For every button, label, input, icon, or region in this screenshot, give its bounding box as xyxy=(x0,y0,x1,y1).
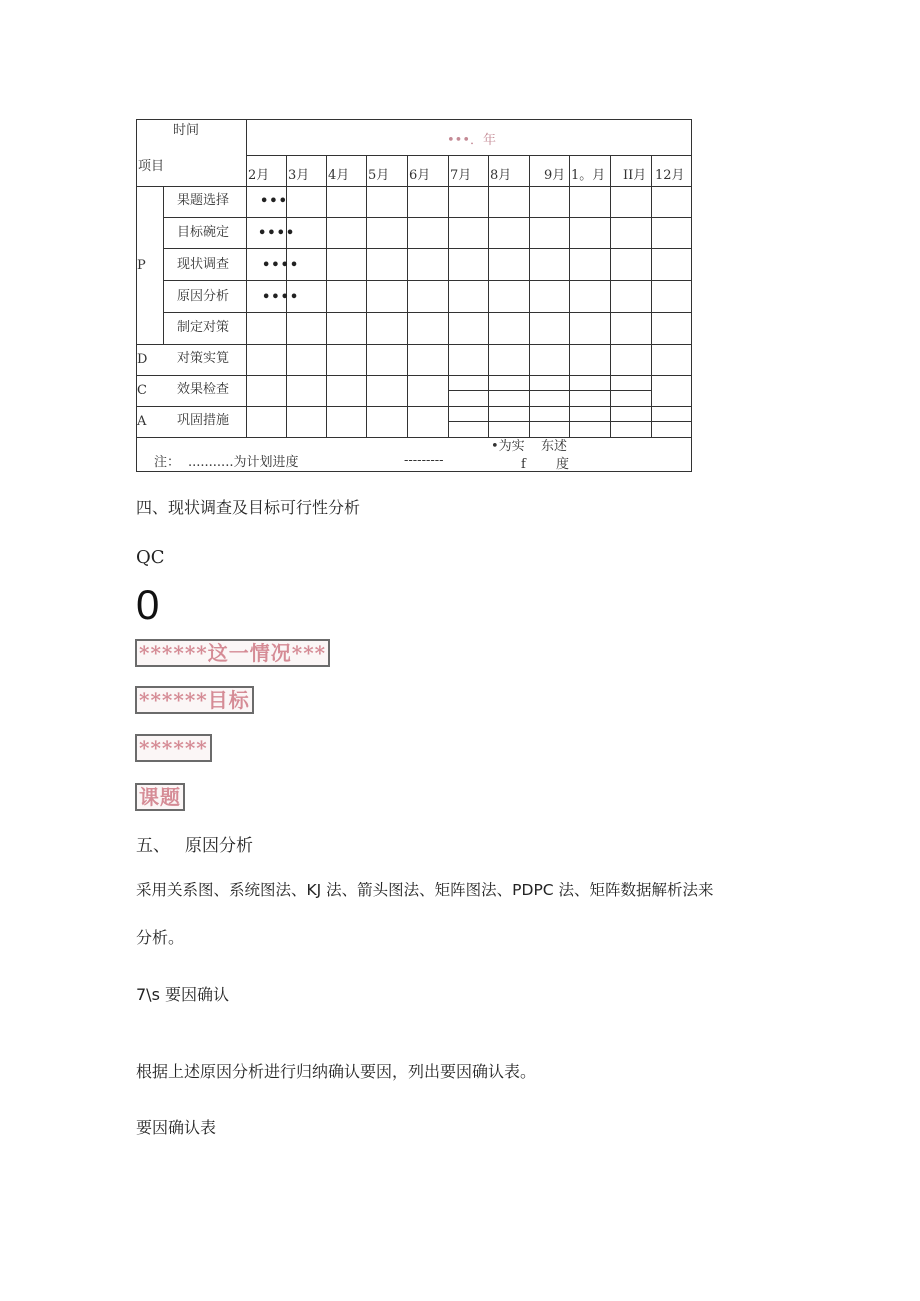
col-line xyxy=(366,155,367,437)
stamp-target: ******目标 xyxy=(135,686,254,714)
phase-code-d: D xyxy=(137,352,148,367)
month-label: 9月 xyxy=(544,168,566,183)
phase-code-c: C xyxy=(137,383,147,398)
month-label: 5月 xyxy=(368,168,390,183)
col-line xyxy=(326,155,327,437)
header-item: 项目 xyxy=(138,159,165,174)
year-label: •••．年 xyxy=(447,133,497,148)
row-line xyxy=(163,248,692,249)
item-label: 对策实筧 xyxy=(177,351,230,366)
row-line xyxy=(136,375,692,376)
header-bottom-line xyxy=(136,186,692,187)
phase-code-a: A xyxy=(137,414,147,429)
item-label: 效果检查 xyxy=(177,382,230,397)
row-line xyxy=(136,344,692,345)
header-divider xyxy=(246,119,247,437)
section5-heading-num: 五、 xyxy=(136,836,170,856)
item-label: 现状调查 xyxy=(177,257,230,272)
row-line xyxy=(136,406,692,407)
month-label: 12月 xyxy=(655,168,685,183)
section5-paragraph-line2: 分析。 xyxy=(136,928,185,947)
row-line xyxy=(163,217,692,218)
month-label: 1。月 xyxy=(571,168,606,183)
sub-row-line xyxy=(448,421,692,422)
section5-paragraph-line1: 采用关系图、系统图法、KJ 法、箭头图法、矩阵图法、PDPC 法、矩阵数据解析法来 xyxy=(136,881,714,899)
month-label: 7月 xyxy=(450,168,472,183)
table-title: 要因确认表 xyxy=(136,1118,217,1137)
sub-row-line xyxy=(448,390,651,391)
header-time: 时间 xyxy=(173,123,200,138)
col-line xyxy=(610,155,611,437)
year-row-line xyxy=(246,155,691,156)
phase-divider xyxy=(163,186,164,344)
item-label: 原因分析 xyxy=(177,289,230,304)
section4-heading: 四、现状调查及目标可行性分析 xyxy=(136,498,361,517)
section5-heading-text: 原因分析 xyxy=(185,836,253,856)
note-actual-1: •为实 xyxy=(491,439,525,454)
month-label: 8月 xyxy=(490,168,512,183)
plan-mark: •••• xyxy=(262,258,300,273)
row-line xyxy=(163,280,692,281)
note-actual-3: f xyxy=(521,457,526,472)
plan-mark: •••• xyxy=(258,226,296,241)
item-label: 目标碗定 xyxy=(177,225,230,240)
table-border-top xyxy=(136,119,692,120)
table-border-bottom xyxy=(136,471,692,472)
note-actual-2: 东述 xyxy=(541,439,568,454)
month-label: 2月 xyxy=(248,168,270,183)
qc-label: QC xyxy=(136,547,165,568)
plan-mark: •••• xyxy=(262,290,300,305)
phase-code-p: P xyxy=(137,258,146,273)
table-border-right xyxy=(691,119,692,472)
schedule-table xyxy=(136,119,692,472)
note-plan: ...........为计划进度 xyxy=(188,455,299,470)
note-label: 注： xyxy=(154,455,181,470)
section6-paragraph: 根据上述原因分析进行归纳确认要因，列出要因确认表。 xyxy=(136,1062,537,1081)
note-dashes: --------- xyxy=(404,453,444,468)
col-line xyxy=(448,155,449,437)
item-label: 制定对策 xyxy=(177,320,230,335)
stamp-situation: ******这一情况*** xyxy=(135,639,330,667)
section6-heading: 7\s 要因确认 xyxy=(136,985,229,1004)
col-line xyxy=(651,155,652,437)
plan-mark: ••• xyxy=(260,194,288,209)
col-line xyxy=(488,155,489,437)
month-label: 3月 xyxy=(288,168,310,183)
col-line xyxy=(569,155,570,437)
col-line xyxy=(529,155,530,437)
month-label: II月 xyxy=(623,168,647,183)
row-line xyxy=(163,312,692,313)
stamp-stars: ****** xyxy=(135,734,212,762)
col-line xyxy=(407,155,408,437)
note-actual-4: 度 xyxy=(556,457,570,472)
month-label: 6月 xyxy=(409,168,431,183)
row-line xyxy=(136,437,692,438)
item-label: 巩固措施 xyxy=(177,413,230,428)
stamp-topic: 课题 xyxy=(135,783,185,811)
month-label: 4月 xyxy=(328,168,350,183)
zero-label: 0 xyxy=(136,581,160,628)
item-label: 果题选择 xyxy=(177,193,230,208)
